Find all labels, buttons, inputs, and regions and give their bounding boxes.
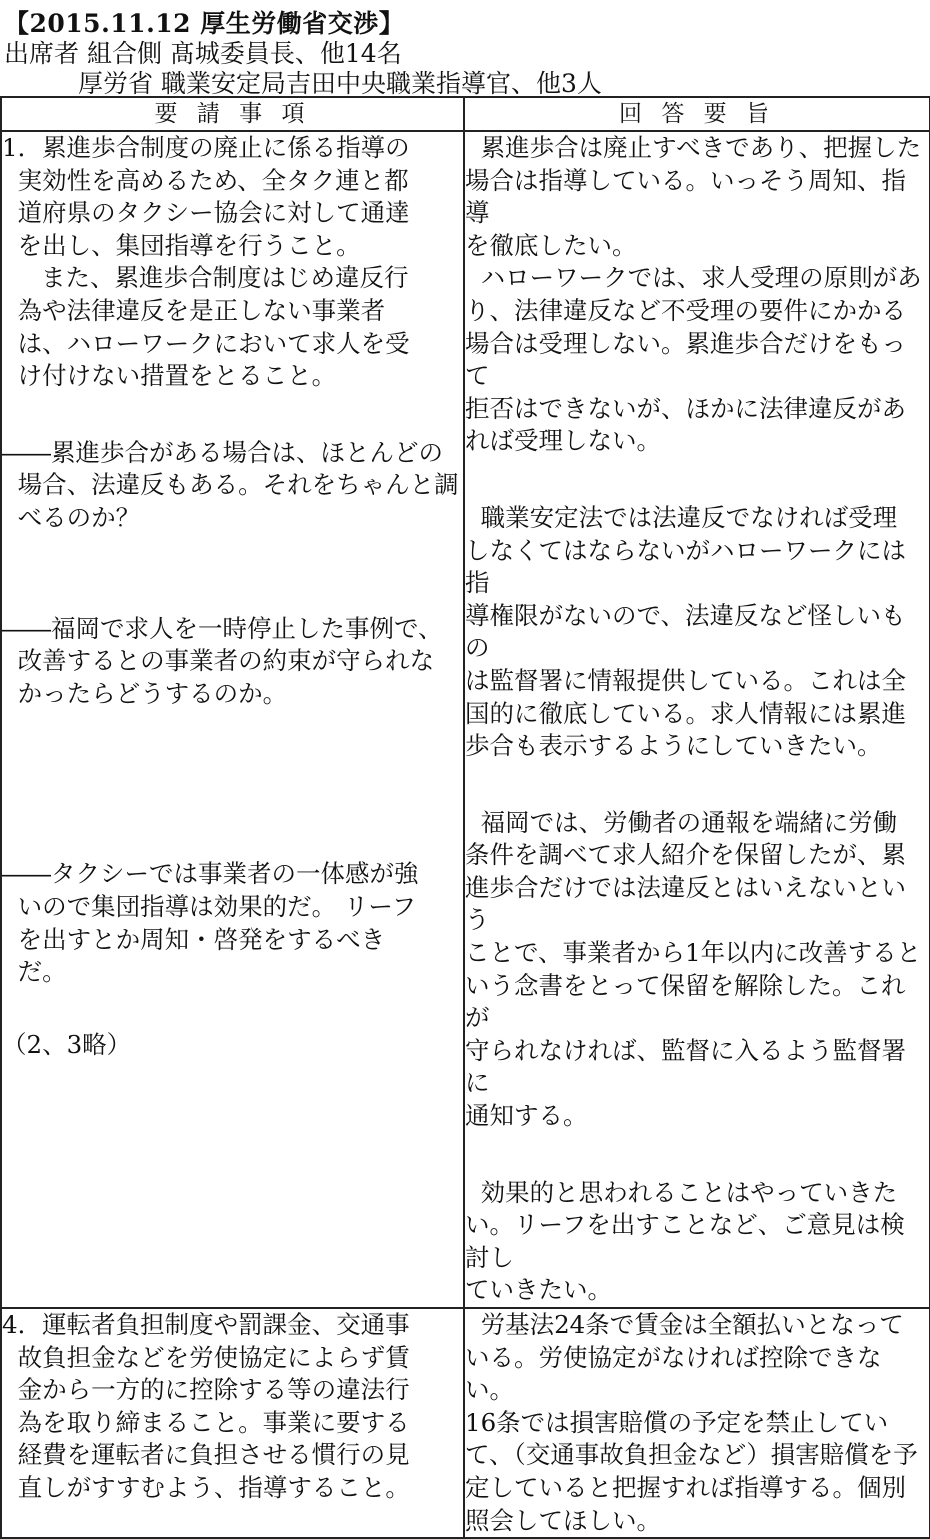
request-cell bbox=[1, 1308, 464, 1538]
negotiation-table bbox=[0, 96, 930, 1539]
document-title: 【2015.11.12 厚生労働省交渉】 bbox=[4, 9, 405, 38]
request-item-4: 4．運転者負担制度や罰課金、交通事 故負担金などを労使協定によらず賃 金から一方的に控除する等の違法行 為を取り締まること。事業に要する 経費を運転者に負担させる慣行の見 直しがすすむよう、指導すること。 bbox=[2, 1310, 410, 1502]
attendees-union: 出席者 組合側 髙城委員長、他14名 bbox=[4, 39, 402, 68]
table-header-row bbox=[1, 97, 930, 131]
answer-cell bbox=[464, 131, 930, 1308]
answer-followup-1: 職業安定法では法違反でなければ受理 しなくてはならないがハローワークには指 導権限がないので、法違反など怪しいもの は監督署に情報提供している。これは全 国的に徹底している。求人情報には累進 歩合も表示するようにしていきたい。 bbox=[465, 502, 906, 761]
request-cell bbox=[1, 131, 464, 1308]
column-header-answer: 回 答 要 旨 bbox=[464, 97, 930, 131]
answer-item-4: 労基法24条で賃金は全額払いとなって いる。労使協定がなければ控除できない。 16条では損害賠償の予定を禁止してい て、（交通事故負担金など）損害賠償を予 定していると把握すれば指導する。個別 照会してほしい。 bbox=[465, 1310, 918, 1535]
request-followup-1: ――累進歩合がある場合は、ほとんどの 場合、法違反もある。それをちゃんと調 べるのか？ bbox=[2, 437, 459, 532]
omitted-note: （2、3略） bbox=[2, 1029, 132, 1059]
column-header-request: 要 請 事 項 bbox=[1, 97, 464, 131]
table-row bbox=[1, 1308, 930, 1538]
attendees-ministry: 厚労省 職業安定局吉田中央職業指導官、他3人 bbox=[78, 69, 602, 98]
answer-followup-3: 効果的と思われることはやっていきた い。リーフを出すことなど、ご意見は検討し ていきたい。 bbox=[465, 1177, 905, 1305]
answer-followup-2: 福岡では、労働者の通報を端緒に労働 条件を調べて求人紹介を保留したが、累 進歩合だけでは法違反とはいえないという ことで、事業者から1年以内に改善すると いう念書をとって保留を解除した。これが 守られなければ、監督に入るよう監督署に 通知する。 bbox=[465, 807, 922, 1131]
request-followup-3: ――タクシーでは事業者の一体感が強 いので集団指導は効果的だ。 リーフ を出すとか周知・啓発をするべき だ。 bbox=[2, 859, 419, 987]
table-row bbox=[1, 131, 930, 1308]
request-followup-2: ――福岡で求人を一時停止した事例で、 改善するとの事業者の約束が守られな かったらどうするのか。 bbox=[2, 613, 443, 708]
request-item-1: 1．累進歩合制度の廃止に係る指導の 実効性を高めるため、全タク連と都 道府県のタクシー協会に対して通達 を出し、集団指導を行うこと。 また、累進歩合制度はじめ違反行 為や法律違反を是正しない事業者 は、ハローワークにおいて求人を受 け付けない措置をとること。 bbox=[2, 133, 410, 391]
answer-item-1: 累進歩合は廃止すべきであり、把握した 場合は指導している。いっそう周知、指導 を徹底したい。 ハローワークでは、求人受理の原則があ り、法律違反など不受理の要件にかかる 場合は受理しない。累進歩合だけをもって 拒否はできないが、ほかに法律違反があ れば受理しない。 bbox=[465, 133, 922, 456]
answer-cell bbox=[464, 1308, 930, 1538]
